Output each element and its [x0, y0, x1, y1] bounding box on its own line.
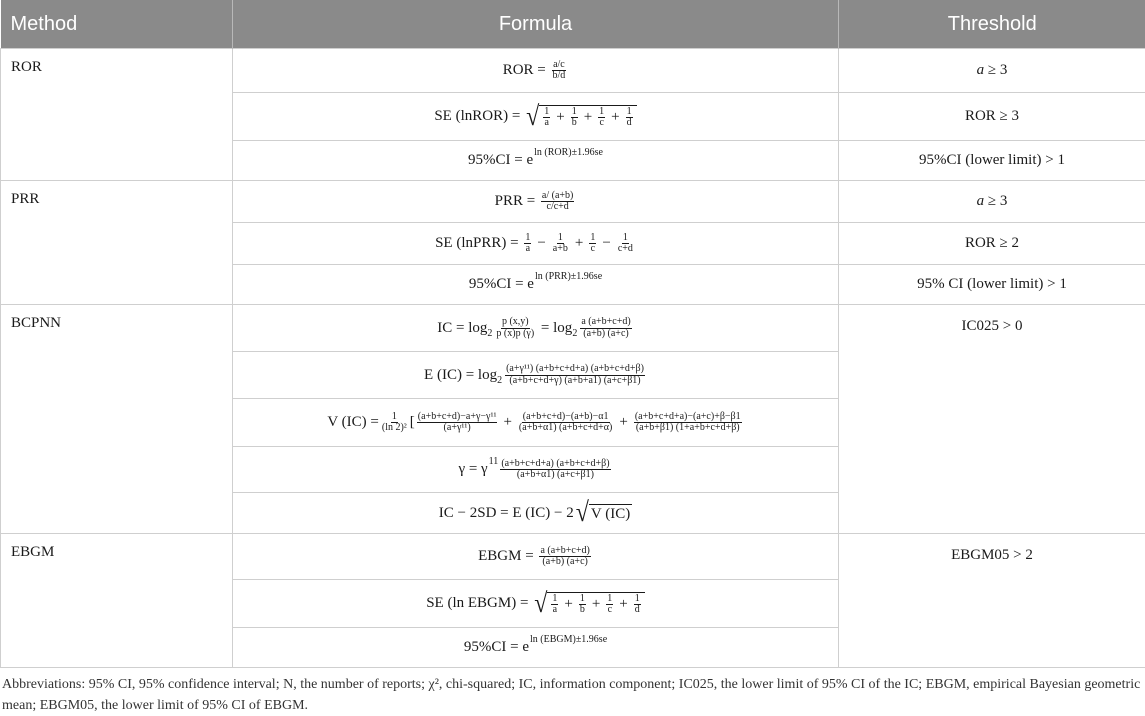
header-method: Method [1, 0, 233, 49]
formula-ebgm-2: SE (ln EBGM) = √ $\frac{1}{a}$ + $\frac{1}{b}$ + $\frac{1}{c}$ + $\frac{1}{d}$ [233, 580, 839, 628]
formula-bcpnn-4: γ = γ 11 $\frac{(a+b+c+d+a) (a+b+c+d+\beta)}{(a+b+\alpha 1) (a+c+\beta 1)}$ [233, 447, 839, 493]
formula-ebgm-1: EBGM = $\frac{a (a+b+c+d)}{(a+b) (a+c)}$ [233, 534, 839, 580]
formula-ror-2: SE (lnROR) = √ $\frac{1}{a}$ + $\frac{1}{b}$ + $\frac{1}{c}$ + $\frac{1}{d}$ [233, 93, 839, 141]
formula-prr-2: SE (lnPRR) = $\frac{1}{a}$ − $\frac{1}{a+b}$ + $\frac{1}{c}$ − $\frac{1}{c+d}$ [233, 223, 839, 265]
formula-ror-3: 95%CI = e ln (ROR)±1.96se [233, 141, 839, 181]
method-prr: PRR [1, 181, 233, 305]
threshold-prr-3: 95% CI (lower limit) > 1 [839, 265, 1145, 305]
header-row [1, 0, 1145, 49]
header-formula: Formula [233, 0, 839, 49]
table-row [1, 181, 1145, 223]
header-threshold: Threshold [839, 0, 1145, 49]
threshold-prr-2: ROR ≥ 2 [839, 223, 1145, 265]
formula-prr-3: 95%CI = e ln (PRR)±1.96se [233, 265, 839, 305]
threshold-ror-1: a ≥ 3 [839, 49, 1145, 93]
formula-bcpnn-5: IC − 2SD = E (IC) − 2 √ V (IC) [233, 493, 839, 534]
method-ror: ROR [1, 49, 233, 181]
formula-ror-1: ROR = $\frac{a/c}{b/d}$ [233, 49, 839, 93]
table-row [1, 534, 1145, 580]
abbreviations-footnote: Abbreviations: 95% CI, 95% confidence interval; N, the number of reports; χ², chi-squared; IC, information component; IC025, the lower limit of 95% CI of the IC; EBGM, empirical Bayesian geometric mean; EBGM05, the lower limit of 95% CI of EBGM. [0, 668, 1145, 716]
formula-bcpnn-1: IC = log 2 $\frac{p (x,y)}{p (x)p (\gamma)}$ = log 2 $\frac{a (a+b+c+d)}{(a+b) (a+c)}$ [233, 305, 839, 352]
formula-bcpnn-3: V (IC) = $\frac{1}{\text{(ln 2)²}}$ [ $\frac{\text{(a+b+c+d)−a+γ−γ¹¹}}{\text{(a+γ¹¹)}}$ + $\frac{(a+b+c+d)-(a+b)-\alpha 1}{(a+b+\alpha 1) (a+b+c+d+\alpha)}$ + $\frac{(a+b+c+d+a)-(a+c)+\beta-\beta 1}{(a+b+\beta 1) (1+a+b+c+d+\beta)}$ [233, 399, 839, 447]
table-row [1, 305, 1145, 352]
threshold-ror-2: ROR ≥ 3 [839, 93, 1145, 141]
formula-bcpnn-2: E (IC) = log 2 $\frac{\text{(a+γ¹¹) (a+b+c+d+a) (a+b+c+d+β)}}{(a+b+c+d+\gamma) (a+b+a1) (a+c+\beta 1)}$ [233, 352, 839, 399]
threshold-ror-3: 95%CI (lower limit) > 1 [839, 141, 1145, 181]
table-row [1, 49, 1145, 93]
threshold-ebgm: EBGM05 > 2 [839, 534, 1145, 668]
method-ebgm: EBGM [1, 534, 233, 668]
threshold-prr-1: a ≥ 3 [839, 181, 1145, 223]
method-bcpnn: BCPNN [1, 305, 233, 534]
formula-prr-1: PRR = $\frac{a/ (a+b)}{c/c+d}$ [233, 181, 839, 223]
threshold-bcpnn: IC025 > 0 [839, 305, 1145, 534]
formula-ebgm-3: 95%CI = e ln (EBGM)±1.96se [233, 628, 839, 668]
